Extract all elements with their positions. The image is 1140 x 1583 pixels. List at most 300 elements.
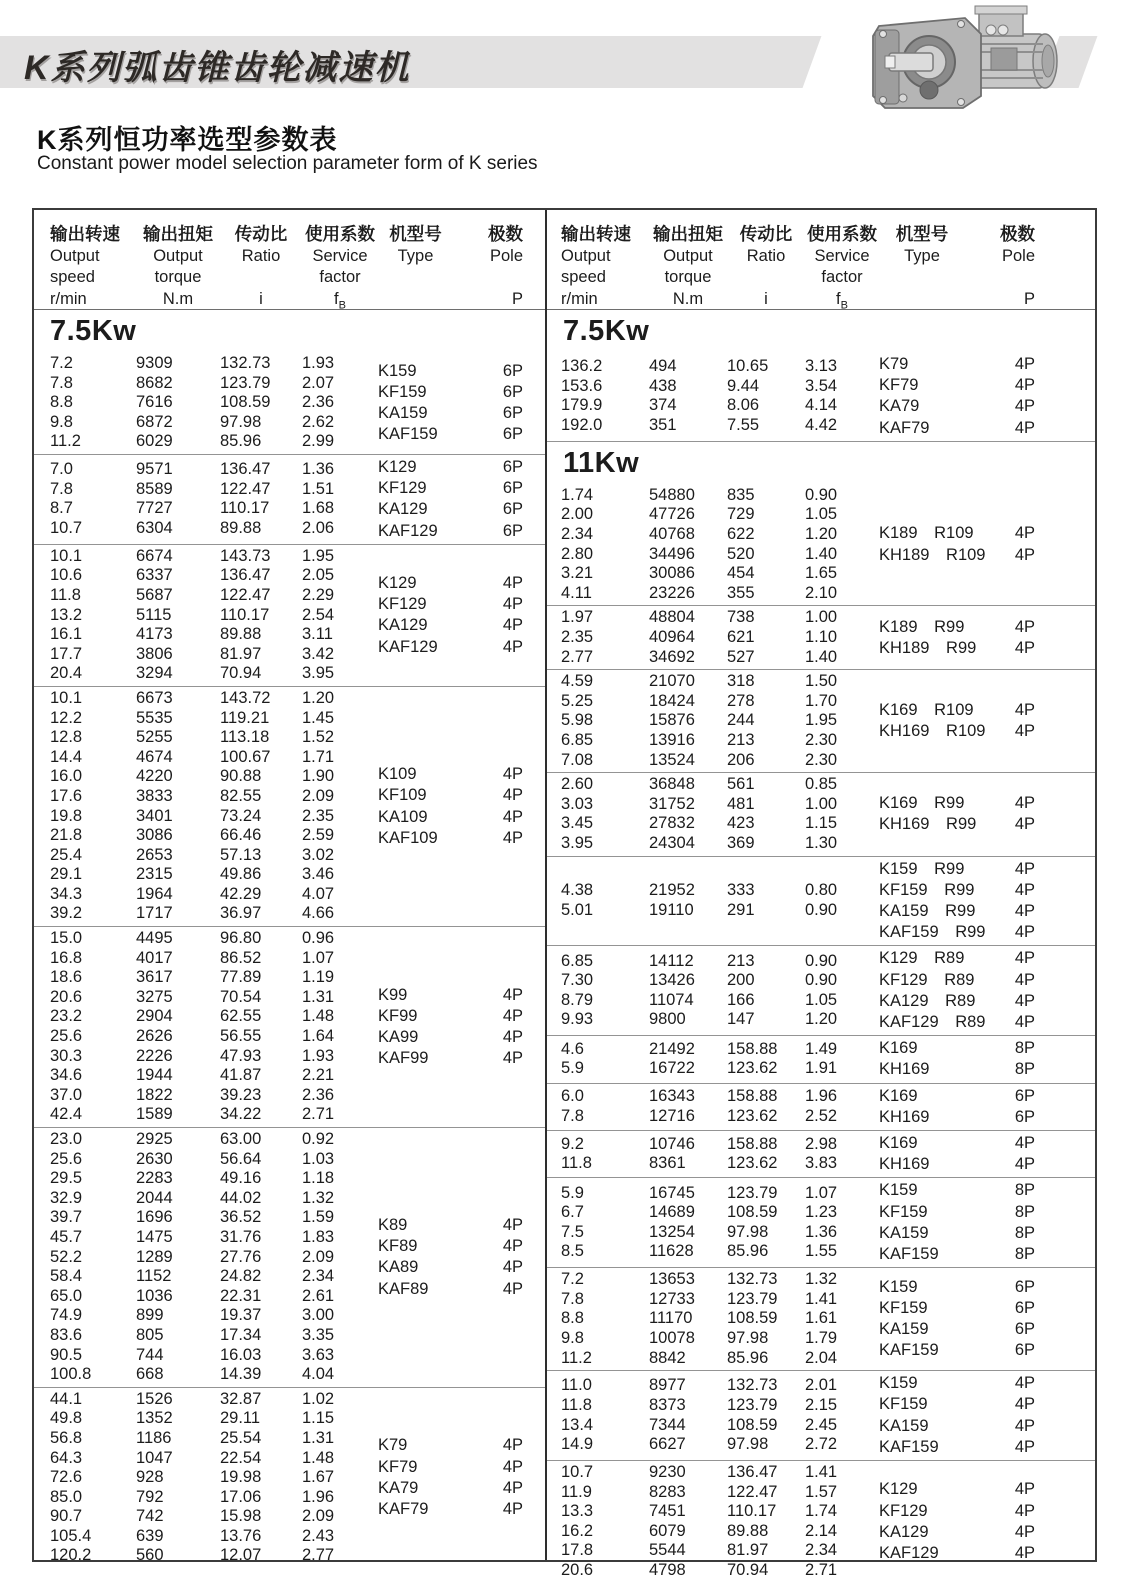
type-row bbox=[879, 901, 1035, 922]
factor-cell: 2.99 bbox=[302, 432, 335, 451]
torque-cell: 8373 bbox=[649, 1395, 686, 1414]
pole-value: 4P bbox=[1014, 970, 1035, 989]
torque-cell: 13254 bbox=[649, 1222, 695, 1241]
pole-value: 4P bbox=[1014, 815, 1035, 834]
data-row bbox=[50, 1208, 378, 1228]
column-header bbox=[879, 222, 965, 309]
ratio-cell: 81.97 bbox=[727, 1541, 769, 1560]
factor-cell: 1.55 bbox=[805, 1242, 838, 1261]
data-row bbox=[50, 1267, 378, 1287]
factor-cell: 0.90 bbox=[805, 951, 838, 970]
data-row bbox=[561, 1435, 879, 1455]
factor-cell: 1.20 bbox=[805, 525, 838, 543]
torque-cell: 1964 bbox=[136, 884, 173, 903]
column-header-unit: P bbox=[1023, 290, 1035, 308]
factor-cell: 1.32 bbox=[805, 1270, 838, 1289]
speed-cell: 7.08 bbox=[561, 750, 594, 769]
column-header-en2 bbox=[727, 267, 805, 288]
ratio-cell: 318 bbox=[727, 672, 755, 691]
numeric-rows bbox=[561, 486, 879, 604]
pole-value: 6P bbox=[1014, 1320, 1035, 1339]
type-name: KF109 bbox=[378, 786, 427, 805]
ratio-cell: 123.79 bbox=[727, 1395, 778, 1414]
data-row bbox=[561, 1242, 879, 1262]
type-name: K189 R109 bbox=[879, 524, 974, 543]
speed-cell: 3.03 bbox=[561, 794, 594, 813]
type-name: KAF159 R99 bbox=[879, 923, 986, 942]
torque-cell: 792 bbox=[136, 1487, 164, 1506]
type-row bbox=[879, 354, 1035, 375]
torque-cell: 16722 bbox=[649, 1059, 695, 1078]
speed-cell: 136.2 bbox=[561, 357, 603, 376]
torque-cell: 11074 bbox=[649, 990, 694, 1009]
data-row bbox=[561, 628, 879, 648]
data-row bbox=[50, 1086, 378, 1106]
speed-cell: 5.9 bbox=[561, 1059, 584, 1078]
numeric-rows bbox=[561, 1270, 879, 1368]
factor-cell: 1.05 bbox=[805, 505, 838, 524]
ratio-cell: 166 bbox=[727, 990, 755, 1009]
type-name: KAF89 bbox=[378, 1279, 429, 1298]
data-row bbox=[50, 807, 378, 827]
type-name: K129 bbox=[378, 457, 417, 476]
torque-cell: 6029 bbox=[136, 432, 173, 451]
speed-cell: 72.6 bbox=[50, 1468, 83, 1487]
ratio-cell: 520 bbox=[727, 544, 755, 563]
data-row bbox=[561, 1040, 879, 1060]
speed-cell: 7.2 bbox=[561, 1270, 584, 1289]
factor-cell: 3.54 bbox=[805, 376, 838, 395]
ratio-cell: 622 bbox=[727, 525, 755, 543]
speed-cell: 65.0 bbox=[50, 1286, 83, 1305]
data-row bbox=[50, 1365, 378, 1385]
data-row bbox=[561, 1107, 879, 1127]
factor-cell: 1.67 bbox=[302, 1468, 335, 1487]
type-row bbox=[879, 1479, 1035, 1500]
data-row bbox=[561, 692, 879, 712]
type-list bbox=[378, 1130, 523, 1385]
speed-cell: 20.4 bbox=[50, 664, 83, 683]
speed-cell: 2.60 bbox=[561, 775, 594, 794]
data-row bbox=[561, 1184, 879, 1204]
factor-cell: 2.06 bbox=[302, 518, 335, 537]
speed-cell: 25.4 bbox=[50, 845, 83, 864]
torque-cell: 6304 bbox=[136, 518, 173, 537]
type-name: K159 R99 bbox=[879, 859, 965, 878]
type-row bbox=[879, 1319, 1035, 1340]
torque-cell: 4017 bbox=[136, 948, 173, 967]
column-header-zh: 传动比 bbox=[234, 224, 288, 244]
data-row bbox=[50, 1047, 378, 1067]
type-row bbox=[378, 594, 523, 615]
speed-cell: 8.7 bbox=[50, 499, 73, 518]
parameter-table bbox=[32, 208, 1097, 1579]
factor-cell: 1.83 bbox=[302, 1227, 335, 1246]
ratio-cell: 7.55 bbox=[727, 416, 760, 434]
data-row bbox=[50, 1105, 378, 1125]
page-subtitle: Constant power model selection parameter form of K series bbox=[37, 153, 538, 174]
torque-cell: 1717 bbox=[136, 904, 173, 923]
torque-cell: 5255 bbox=[136, 728, 173, 747]
type-list bbox=[378, 1390, 523, 1566]
type-row bbox=[378, 1499, 523, 1520]
pole-value: 4P bbox=[502, 985, 523, 1004]
factor-cell: 1.36 bbox=[805, 1222, 838, 1241]
numeric-rows bbox=[561, 1373, 879, 1458]
pole-value: 6P bbox=[1014, 1107, 1035, 1126]
ratio-cell: 97.98 bbox=[220, 412, 262, 431]
pole-value: 4P bbox=[502, 1028, 523, 1047]
pole-value: 4P bbox=[502, 1215, 523, 1234]
torque-cell: 3275 bbox=[136, 987, 173, 1006]
pole-value: 4P bbox=[1014, 859, 1035, 878]
data-row bbox=[561, 711, 879, 731]
ratio-cell: 291 bbox=[727, 900, 755, 919]
type-row bbox=[879, 1298, 1035, 1319]
speed-cell: 10.1 bbox=[50, 688, 83, 707]
power-heading: 11Kw bbox=[547, 441, 1095, 484]
ratio-cell: 213 bbox=[727, 951, 755, 970]
model-group bbox=[547, 605, 1095, 669]
speed-cell: 21.8 bbox=[50, 826, 83, 845]
type-name: KA159 bbox=[378, 403, 428, 422]
ratio-cell: 85.96 bbox=[727, 1242, 769, 1261]
model-group bbox=[547, 1267, 1095, 1370]
factor-cell: 2.15 bbox=[805, 1395, 838, 1414]
speed-cell: 90.7 bbox=[50, 1507, 83, 1526]
type-row bbox=[879, 991, 1035, 1012]
speed-cell: 18.6 bbox=[50, 968, 83, 987]
ratio-cell: 89.88 bbox=[220, 518, 262, 537]
column-header-unit: i bbox=[764, 290, 768, 308]
factor-cell: 0.96 bbox=[302, 929, 335, 948]
column-header bbox=[965, 222, 1035, 309]
torque-cell: 6674 bbox=[136, 546, 173, 565]
type-row bbox=[879, 1501, 1035, 1522]
ratio-cell: 835 bbox=[727, 485, 755, 504]
ratio-cell: 621 bbox=[727, 627, 755, 646]
ratio-cell: 16.03 bbox=[220, 1345, 262, 1364]
type-name: KA159 R99 bbox=[879, 901, 976, 920]
speed-cell: 16.8 bbox=[50, 948, 83, 967]
factor-cell: 1.93 bbox=[302, 354, 335, 372]
factor-cell: 3.35 bbox=[302, 1325, 335, 1344]
ratio-cell: 113.18 bbox=[220, 728, 270, 747]
column-header-en2 bbox=[220, 267, 302, 288]
pole-value: 4P bbox=[1014, 418, 1035, 437]
type-name: K129 R89 bbox=[879, 949, 965, 968]
factor-cell: 1.70 bbox=[805, 691, 838, 710]
ratio-cell: 123.79 bbox=[727, 1289, 778, 1308]
data-row bbox=[50, 1429, 378, 1449]
type-list bbox=[879, 608, 1035, 667]
data-row bbox=[50, 664, 378, 684]
type-row bbox=[879, 1059, 1035, 1080]
numeric-rows bbox=[561, 1086, 879, 1128]
type-name: K129 bbox=[879, 1480, 918, 1499]
factor-cell: 2.34 bbox=[805, 1541, 838, 1560]
type-row bbox=[879, 922, 1035, 943]
torque-cell: 560 bbox=[136, 1546, 164, 1565]
speed-cell: 3.95 bbox=[561, 833, 594, 852]
column-headers bbox=[547, 210, 1095, 310]
type-name: KAF79 bbox=[879, 418, 930, 437]
type-name: KA79 bbox=[378, 1478, 419, 1497]
factor-cell: 3.83 bbox=[805, 1154, 838, 1173]
type-row bbox=[879, 1543, 1035, 1564]
ratio-cell: 423 bbox=[727, 814, 755, 833]
factor-cell: 1.95 bbox=[805, 711, 838, 730]
column-header-en2 bbox=[453, 267, 523, 288]
column-header-en: Output bbox=[50, 247, 100, 265]
pole-value: 6P bbox=[502, 425, 523, 444]
column-header-zh: 输出转速 bbox=[561, 224, 631, 244]
data-row bbox=[50, 968, 378, 988]
ratio-cell: 36.97 bbox=[220, 904, 262, 923]
factor-cell: 2.04 bbox=[805, 1348, 838, 1367]
type-name: K169 bbox=[879, 1133, 918, 1152]
ratio-cell: 122.47 bbox=[727, 1482, 778, 1501]
torque-cell: 47726 bbox=[649, 505, 695, 524]
type-list bbox=[378, 929, 523, 1125]
factor-cell: 1.15 bbox=[302, 1409, 335, 1428]
ratio-cell: 333 bbox=[727, 881, 755, 900]
torque-cell: 8977 bbox=[649, 1376, 686, 1395]
ratio-cell: 31.76 bbox=[220, 1227, 262, 1246]
type-list bbox=[879, 1270, 1035, 1368]
ratio-cell: 56.64 bbox=[220, 1149, 262, 1168]
torque-cell: 9230 bbox=[649, 1462, 686, 1481]
torque-cell: 1696 bbox=[136, 1208, 173, 1227]
speed-cell: 9.8 bbox=[50, 412, 73, 431]
data-row bbox=[50, 826, 378, 846]
pole-value: 8P bbox=[1014, 1060, 1035, 1079]
type-name: K169 R109 bbox=[879, 700, 974, 719]
type-name: KA159 bbox=[879, 1320, 929, 1339]
model-group bbox=[34, 1387, 545, 1568]
ratio-cell: 200 bbox=[727, 971, 755, 990]
factor-cell: 1.57 bbox=[805, 1482, 838, 1501]
torque-cell: 40768 bbox=[649, 525, 695, 543]
type-name: K169 R99 bbox=[879, 794, 965, 813]
torque-cell: 928 bbox=[136, 1468, 164, 1487]
factor-cell: 1.32 bbox=[302, 1188, 335, 1207]
model-group bbox=[34, 352, 545, 454]
factor-cell: 1.74 bbox=[805, 1502, 838, 1521]
factor-cell: 4.42 bbox=[805, 416, 838, 434]
torque-cell: 7451 bbox=[649, 1502, 686, 1521]
ratio-cell: 41.87 bbox=[220, 1066, 262, 1085]
pole-value: 8P bbox=[1014, 1181, 1035, 1200]
pole-value: 4P bbox=[502, 1237, 523, 1256]
torque-cell: 3833 bbox=[136, 786, 173, 805]
factor-cell: 1.41 bbox=[805, 1462, 838, 1481]
column-header-unit bbox=[378, 288, 453, 311]
data-row bbox=[50, 767, 378, 787]
torque-cell: 14112 bbox=[649, 951, 694, 970]
pole-value: 4P bbox=[502, 1258, 523, 1277]
torque-cell: 351 bbox=[649, 416, 677, 434]
speed-cell: 120.2 bbox=[50, 1546, 92, 1565]
speed-cell: 17.7 bbox=[50, 644, 83, 663]
ratio-cell: 57.13 bbox=[220, 845, 262, 864]
data-row bbox=[561, 1309, 879, 1329]
speed-cell: 45.7 bbox=[50, 1227, 83, 1246]
type-row bbox=[879, 1012, 1035, 1033]
ratio-cell: 206 bbox=[727, 750, 755, 769]
model-group bbox=[34, 926, 545, 1127]
column-header-en: Service bbox=[312, 247, 368, 265]
model-group bbox=[547, 772, 1095, 855]
data-row bbox=[50, 1169, 378, 1189]
column-header-en2 bbox=[965, 267, 1035, 288]
factor-cell: 3.42 bbox=[302, 644, 335, 663]
column-header-zh: 机型号 bbox=[389, 224, 442, 244]
factor-cell: 1.02 bbox=[302, 1389, 335, 1408]
factor-cell: 2.43 bbox=[302, 1526, 335, 1545]
data-row bbox=[561, 1483, 879, 1503]
type-name: K109 bbox=[378, 765, 417, 784]
type-name: KA89 bbox=[378, 1258, 419, 1277]
data-row bbox=[50, 709, 378, 729]
type-name: K189 R99 bbox=[879, 617, 965, 636]
pole-value: 4P bbox=[1014, 397, 1035, 416]
type-name: KAF159 bbox=[879, 1341, 939, 1360]
ratio-cell: 15.98 bbox=[220, 1507, 262, 1526]
type-row bbox=[879, 814, 1035, 835]
pole-value: 8P bbox=[1014, 1223, 1035, 1242]
speed-cell: 17.6 bbox=[50, 786, 83, 805]
torque-cell: 1152 bbox=[136, 1267, 172, 1286]
data-row bbox=[561, 991, 879, 1011]
type-name: KF159 bbox=[879, 1395, 928, 1414]
type-name: KA109 bbox=[378, 807, 428, 826]
torque-cell: 744 bbox=[136, 1345, 164, 1364]
pole-value: 4P bbox=[1014, 923, 1035, 942]
speed-cell: 11.0 bbox=[561, 1376, 592, 1395]
torque-cell: 1589 bbox=[136, 1105, 173, 1124]
factor-cell: 1.96 bbox=[805, 1087, 838, 1106]
model-group bbox=[547, 669, 1095, 772]
data-row bbox=[561, 525, 879, 545]
ratio-cell: 14.39 bbox=[220, 1365, 262, 1384]
column-header-zh: 输出扭矩 bbox=[143, 224, 213, 244]
ratio-cell: 13.76 bbox=[220, 1526, 262, 1545]
column-header-en: Ratio bbox=[241, 247, 281, 265]
type-row bbox=[378, 828, 523, 849]
factor-cell: 2.09 bbox=[302, 1507, 335, 1526]
ratio-cell: 90.88 bbox=[220, 767, 262, 786]
column-header bbox=[805, 222, 879, 312]
column-header-en: Output bbox=[153, 247, 203, 265]
torque-cell: 23226 bbox=[649, 583, 695, 602]
data-row bbox=[561, 751, 879, 771]
speed-cell: 20.6 bbox=[561, 1560, 594, 1579]
data-row bbox=[50, 748, 378, 768]
pole-value: 6P bbox=[502, 403, 523, 422]
type-name: KF159 bbox=[879, 1202, 928, 1221]
type-row bbox=[879, 1277, 1035, 1298]
torque-cell: 5544 bbox=[649, 1541, 686, 1560]
type-row bbox=[879, 1373, 1035, 1394]
type-name: K159 bbox=[378, 361, 417, 380]
pole-value: 4P bbox=[1014, 901, 1035, 920]
type-name: KA129 R89 bbox=[879, 991, 976, 1010]
column-header bbox=[50, 222, 136, 309]
speed-cell: 29.1 bbox=[50, 865, 83, 884]
column-header-en: Pole bbox=[1001, 247, 1035, 265]
data-row bbox=[50, 1150, 378, 1170]
type-name: KF79 bbox=[378, 1457, 418, 1476]
data-row bbox=[561, 881, 879, 901]
type-row bbox=[378, 403, 523, 424]
ratio-cell: 17.06 bbox=[220, 1487, 262, 1506]
speed-cell: 12.8 bbox=[50, 728, 83, 747]
column-header-unit: N.m bbox=[162, 290, 194, 308]
torque-cell: 48804 bbox=[649, 608, 695, 627]
pole-value: 4P bbox=[502, 1049, 523, 1068]
ratio-cell: 17.34 bbox=[220, 1325, 262, 1344]
pole-value: 4P bbox=[502, 1006, 523, 1025]
data-row bbox=[50, 1130, 378, 1150]
ratio-cell: 81.97 bbox=[220, 644, 262, 663]
numeric-rows bbox=[50, 457, 378, 542]
torque-cell: 21492 bbox=[649, 1039, 695, 1058]
torque-cell: 438 bbox=[649, 376, 677, 395]
type-name: KAF159 bbox=[378, 425, 438, 444]
type-name: K169 bbox=[879, 1039, 918, 1058]
type-name: KF159 bbox=[879, 1298, 928, 1317]
data-row bbox=[561, 1203, 879, 1223]
type-name: KAF129 bbox=[879, 1543, 939, 1562]
ratio-cell: 27.76 bbox=[220, 1247, 262, 1266]
speed-cell: 83.6 bbox=[50, 1325, 83, 1344]
type-row bbox=[378, 1006, 523, 1027]
factor-cell: 1.64 bbox=[302, 1027, 335, 1046]
type-row bbox=[879, 721, 1035, 742]
data-row bbox=[561, 584, 879, 604]
factor-cell: 1.18 bbox=[302, 1169, 335, 1188]
speed-cell: 7.8 bbox=[50, 479, 73, 498]
ratio-cell: 36.52 bbox=[220, 1208, 262, 1227]
factor-cell: 2.72 bbox=[805, 1435, 838, 1454]
torque-cell: 40964 bbox=[649, 627, 695, 646]
type-name: KA159 bbox=[879, 1223, 929, 1242]
ratio-cell: 481 bbox=[727, 794, 755, 813]
type-name: KAF109 bbox=[378, 828, 438, 847]
speed-cell: 90.5 bbox=[50, 1345, 83, 1364]
data-row bbox=[50, 374, 378, 394]
ratio-cell: 47.93 bbox=[220, 1046, 262, 1065]
type-row bbox=[879, 1416, 1035, 1437]
factor-cell: 1.51 bbox=[302, 479, 335, 498]
factor-cell: 1.23 bbox=[805, 1203, 838, 1222]
data-row bbox=[561, 1087, 879, 1107]
pole-value: 4P bbox=[1014, 1395, 1035, 1414]
data-row bbox=[561, 775, 879, 795]
torque-cell: 6337 bbox=[136, 566, 173, 585]
column-header-en2: torque bbox=[664, 268, 712, 286]
data-row bbox=[50, 519, 378, 539]
model-group bbox=[547, 1370, 1095, 1460]
factor-cell: 2.30 bbox=[805, 750, 838, 769]
type-row bbox=[879, 1180, 1035, 1201]
ratio-cell: 70.94 bbox=[220, 664, 262, 683]
torque-cell: 13916 bbox=[649, 730, 695, 749]
numeric-rows bbox=[561, 1463, 879, 1581]
data-row bbox=[561, 731, 879, 751]
ratio-cell: 97.98 bbox=[727, 1222, 769, 1241]
